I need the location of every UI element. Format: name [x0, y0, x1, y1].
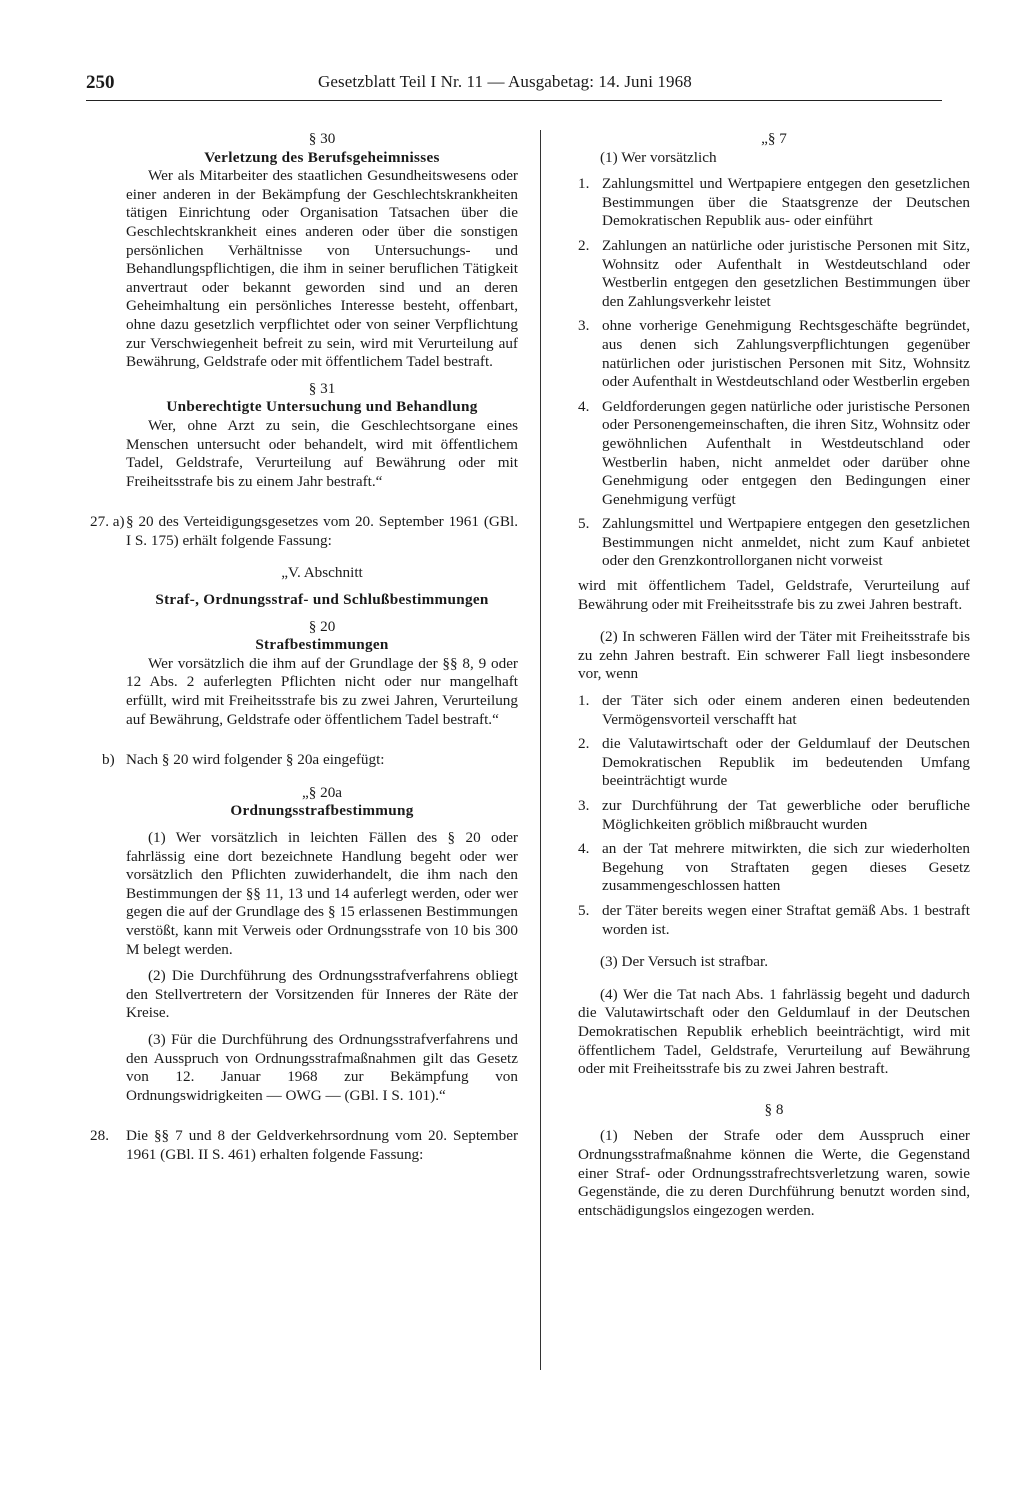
section-7-para-2: (2) In schweren Fällen wird der Täter mit Freiheitsstrafe bis zu zehn Jahren bestraft. Ein schwerer Fall liegt insbesondere vor, wenn: [578, 628, 970, 683]
section-20a-number: „§ 20a: [301, 783, 343, 801]
list-item-text: der Täter bereits wegen einer Straftat gemäß Abs. 1 bestraft worden ist.: [602, 901, 970, 938]
section-7-number: „§ 7: [761, 130, 787, 147]
list-item-text: der Täter sich oder einem anderen einen bedeutenden Vermögensvorteil verschafft hat: [602, 692, 970, 728]
right-column: [578, 130, 970, 1220]
amendment-27b-text: Nach § 20 wird folgender § 20a eingefügt:: [126, 751, 385, 769]
list-item-number: 4.: [578, 840, 590, 858]
quoted-block-s20: [90, 564, 518, 729]
section-31-title: Unberechtigte Untersuchung und Behandlung: [166, 398, 478, 416]
section-31-text: Wer, ohne Arzt zu sein, die Geschlechtsorgane eines Menschen untersucht oder behandelt, wird mit öffentlichem Tadel, Geldstrafe, Verurteilung auf Bewährung oder mit Freiheitsstrafe bis zu einem Jahr bestraft.“: [126, 416, 518, 490]
section-7-para-1-list: [578, 175, 970, 571]
list-item-number: 2.: [578, 236, 590, 254]
quoted-block-s20a: [90, 784, 518, 1106]
left-column: [90, 130, 518, 1165]
list-item-number: 1.: [578, 692, 590, 710]
section-30-number: § 30: [308, 130, 336, 147]
amendment-27b: [90, 751, 518, 770]
list-item-number: 3.: [578, 317, 590, 335]
list-item-number: 5.: [578, 901, 590, 919]
section-20a-para-1: (1) Wer vorsätzlich in leichten Fällen des § 20 oder fahrlässig eine dort bezeichnete Handlung begeht oder wer vorsätzlich den Pflichten zuwiderhandelt, die ihm nach den Bestimmungen der §§ 11, 13 und 14 auferlegt werden, oder wer gegen die auf der Grundlage des § 15 erlassenen Bestimmungen verstößt, kann mit Verweis oder Ordnungsstrafe von 10 bis 300 M belegt werden.: [126, 829, 518, 958]
section-7-para-2-list: [578, 692, 970, 939]
column-divider: [540, 130, 541, 1370]
page-number: 250: [86, 72, 115, 93]
list-item-number: 4.: [578, 397, 590, 415]
running-head: Gesetzblatt Teil I Nr. 11 — Ausgabetag: 14. Juni 1968: [318, 72, 692, 91]
list-item-number: 5.: [578, 515, 590, 533]
amendment-28-text: Die §§ 7 und 8 der Geldverkehrsordnung vom 20. September 1961 (GBl. II S. 461) erhalten folgende Fassung:: [126, 1127, 518, 1163]
section-30-title: Verletzung des Berufsgeheimnisses: [204, 148, 440, 166]
list-item-text: Zahlungsmittel und Wertpapiere entgegen den gesetzlichen Bestimmungen über die Staatsgrenze der Deutschen Demokratischen Republik aus- oder einführt: [602, 175, 970, 230]
amendment-27a-label: 27. a): [90, 513, 125, 531]
section-8-number: § 8: [764, 1100, 784, 1118]
list-item: [578, 902, 970, 939]
section-7-intro: (1) Wer vorsätzlich: [600, 148, 717, 166]
list-item: [578, 692, 970, 729]
list-item: [578, 237, 970, 311]
amendment-27a-text: § 20 des Verteidigungsgesetzes vom 20. September 1961 (GBl. I S. 175) erhält folgende Fassung:: [126, 513, 518, 549]
list-item: [578, 317, 970, 391]
section-7-penalty: wird mit öffentlichem Tadel, Geldstrafe, Verurteilung auf Bewährung oder mit Freiheitsstrafe bis zu zwei Jahren bestraft.: [578, 577, 970, 613]
section-7-para-3: (3) Der Versuch ist strafbar.: [600, 953, 768, 971]
amendment-27b-label: b): [102, 751, 115, 769]
list-item-number: 3.: [578, 797, 590, 814]
section-20-text: Wer vorsätzlich die ihm auf der Grundlage der §§ 8, 9 oder 12 Abs. 2 auferlegten Pflichten nicht oder nur mangelhaft erfüllt, wird mit Freiheitsstrafe bis zu zwei Jahren, Verurteilung auf Bewährung, Geldstrafe oder öffentlichem Tadel bestraft.“: [126, 654, 518, 728]
section-20a-para-3: (3) Für die Durchführung des Ordnungsstrafverfahrens und den Ausspruch von Ordnungsstrafmaßnahmen gilt das Gesetz von 12. Januar 1968 zur Bekämpfung von Ordnungswidrigkeiten — OWG — (GBl. I S. 101).“: [126, 1030, 518, 1104]
list-item: [578, 515, 970, 571]
section-30-text: Wer als Mitarbeiter des staatlichen Gesundheitswesens oder einer anderen in der Bekämpfung der Geschlechtskrankheiten tätigen Einrichtung oder Organisation Tatsachen über die Geschlechtskrankheit eines anderen oder über die sonstigen persönlichen Verhältnisse von Untersuchungs- und Behandlungspflichtigen, die ihm in seiner beruflichen Tätigkeit anvertraut oder bekannt geworden sind und an deren Geheimhaltung ein persönliches Interesse besteht, offenbart, ohne dazu gesetzlich verpflichtet oder von seiner Verpflichtung zur Verschwiegenheit befreit zu sein, wird mit Verurteilung auf Bewährung, Geldstrafe oder mit öffentlichem Tadel bestraft.: [126, 167, 518, 371]
abschnitt-title: Straf-, Ordnungsstraf- und Schlußbestimmungen: [155, 591, 489, 609]
page-header: [86, 70, 942, 101]
quoted-block-s30-s31: [90, 130, 518, 491]
section-20-title: Strafbestimmungen: [255, 636, 389, 654]
amendment-27a: [90, 513, 518, 550]
list-item-text: Zahlungen an natürliche oder juristische Personen mit Sitz, Wohnsitz oder Aufenthalt in Westdeutschland oder Westberlin entgegen den gesetzlichen Bestimmungen über den Zahlungsverkehr leistet: [602, 236, 970, 310]
amendment-28-label: 28.: [90, 1127, 109, 1145]
section-20-number: § 20: [308, 617, 336, 635]
list-item-text: an der Tat mehrere mitwirkten, die sich zur wiederholten Begehung von Straftaten gegen dieses Gesetz zusammengeschlossen hatten: [602, 840, 970, 895]
list-item-number: 2.: [578, 735, 590, 753]
list-item: [578, 175, 970, 231]
list-item: [578, 398, 970, 510]
list-item: [578, 735, 970, 791]
list-item-number: 1.: [578, 175, 590, 193]
list-item-text: die Valutawirtschaft oder der Geldumlauf der Deutschen Demokratischen Republik im bedeutenden Umfang beeinträchtigt wurde: [602, 735, 970, 790]
section-8-para-1: (1) Neben der Strafe oder dem Ausspruch einer Ordnungsstrafmaßnahme können die Werte, die Gegenstand einer Straf- oder Ordnungsstrafrechtsverletzung waren, sowie Gegenstände, die zu deren Durchführung benutzt worden sind, entschädigungslos eingezogen werden.: [578, 1127, 970, 1219]
list-item-text: ohne vorherige Genehmigung Rechtsgeschäfte begründet, aus denen sich Zahlungsverpflichtungen gegenüber natürlichen oder juristischen Personen mit Sitz, Wohnsitz oder Aufenthalt in Westdeutschland oder Westberlin ergeben: [602, 317, 970, 391]
list-item: [578, 797, 970, 834]
section-20a-title: Ordnungsstrafbestimmung: [230, 802, 414, 820]
list-item-text: zur Durchführung der Tat gewerbliche oder berufliche Möglichkeiten gröblich mißbraucht wurden: [602, 797, 970, 833]
list-item: [578, 840, 970, 896]
list-item-text: Zahlungsmittel und Wertpapiere entgegen den gesetzlichen Bestimmungen nicht anmeldet, nicht zum Kauf anbietet oder den Grenzkontrollorganen nicht vorweist: [602, 515, 970, 570]
section-31-number: § 31: [308, 379, 336, 397]
section-7-para-4: (4) Wer die Tat nach Abs. 1 fahrlässig begeht und dadurch die Valutawirtschaft oder den Geldumlauf in der Deutschen Demokratischen Republik erheblich beeinträchtigt, wird mit öffentlichem Tadel, Geldstrafe, Verurteilung auf Bewährung oder mit Freiheitsstrafe bis zu zwei Jahren bestraft.: [578, 985, 970, 1078]
list-item-text: Geldforderungen gegen natürliche oder juristische Personen oder Personengemeinschaften, die ihren Sitz, Wohnsitz oder gewöhnlichen Aufenthalt in Westdeutschland oder Westberlin haben, nicht anmeldet oder darüber ohne Genehmigung oder entgegen den Bedingungen einer Genehmigung verfügt: [602, 397, 970, 508]
amendment-28: [90, 1127, 518, 1164]
abschnitt-heading: „V. Abschnitt: [281, 564, 363, 582]
section-20a-para-2: (2) Die Durchführung des Ordnungsstrafverfahrens obliegt den Stellvertretern der Vorsitzenden für Inneres der Räte der Kreise.: [126, 967, 518, 1022]
